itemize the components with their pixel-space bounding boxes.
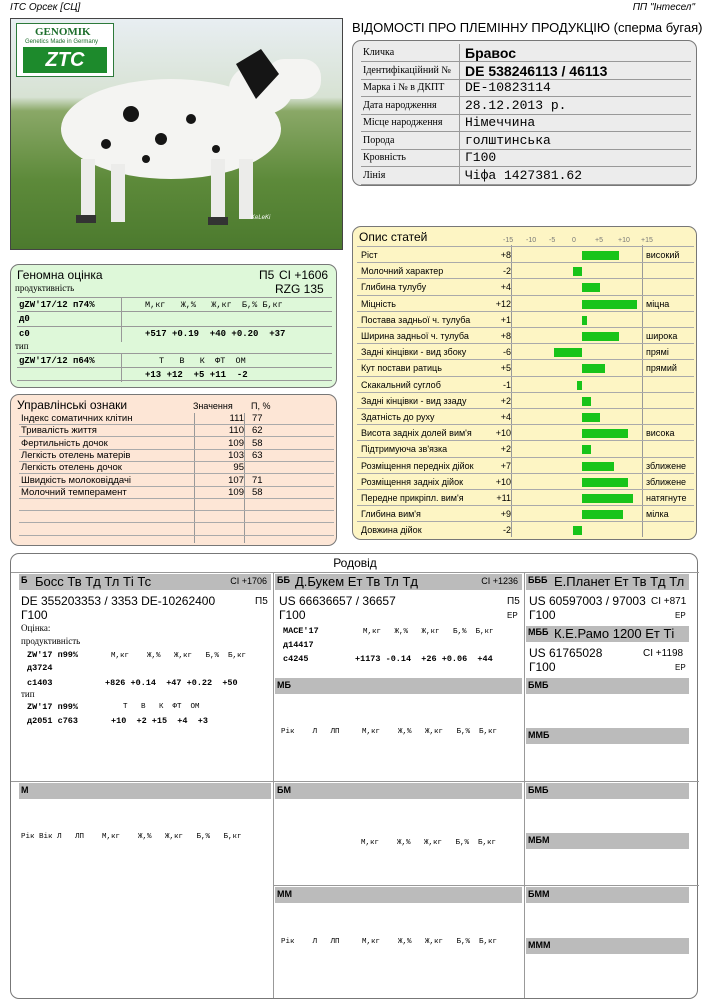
trait-value: +11	[496, 493, 511, 503]
management-row	[19, 450, 334, 462]
logo-tagline: Genetics Made in Germany	[25, 39, 99, 45]
trait-name: Розміщення передніх дійок	[361, 460, 474, 471]
trait-word: прямий	[646, 363, 677, 374]
trait-value: +9	[500, 509, 511, 520]
management-p: 58	[252, 486, 263, 498]
pedigree-bb-tag: ББ	[277, 575, 290, 585]
trait-value: +8	[500, 250, 511, 260]
info-label: Кличка	[361, 44, 460, 62]
info-value: Чіфа 1427381.62	[465, 167, 583, 183]
pedigree-mm-bar	[275, 887, 522, 903]
pedigree-bb-l3: с4245	[283, 654, 309, 664]
pedigree-mbb-ci: CI +1198	[643, 648, 684, 659]
pedigree-b-l5: д2051 с763	[27, 716, 79, 726]
trait-row	[357, 505, 694, 521]
trait-bar	[582, 332, 619, 341]
header-right: ПП "Інтесел"	[632, 2, 695, 13]
trait-value: +5	[500, 363, 511, 374]
pedigree-b-p: П5	[255, 596, 268, 607]
info-label: Дата народження	[361, 97, 460, 115]
page-title: ВІДОМОСТІ ПРО ПЛЕМІННУ ПРОДУКЦІЮ (сперма бугая)	[352, 20, 703, 35]
management-p: 63	[252, 449, 263, 461]
traits-scale-tick: -5	[549, 237, 556, 244]
management-name: Молочний темперамент	[21, 486, 127, 498]
pedigree-bmm-tag: БММ	[528, 889, 550, 899]
pedigree-bb-l2: д14417	[283, 640, 314, 650]
management-value: 110	[228, 425, 244, 437]
genomic-row5-vals: +13 +12 +5 +11 -2	[145, 370, 248, 380]
pedigree-mmb-tag: ММБ	[528, 730, 550, 740]
pedigree-bb-p: П5	[507, 596, 520, 607]
management-value: 109	[228, 437, 244, 449]
pedigree-b-blood: Г100	[21, 608, 48, 622]
trait-row	[357, 408, 694, 424]
trait-name: Здатність до руху	[361, 412, 435, 422]
genomic-p: П5	[259, 268, 275, 282]
pedigree-b-tag: Б	[21, 575, 28, 585]
trait-bar	[582, 478, 628, 487]
management-col-p: П, %	[251, 401, 271, 411]
pedigree-mbb-ep: ЕР	[675, 663, 686, 672]
info-label: Місце народження	[361, 114, 460, 132]
management-value: 107	[228, 474, 244, 486]
trait-word: високий	[646, 250, 680, 260]
info-value: DE 538246113 / 46113	[465, 62, 608, 79]
trait-row	[357, 295, 694, 311]
info-label: Ідентифікаційний №	[361, 62, 460, 80]
trait-word: натягнуте	[646, 493, 687, 503]
info-row	[361, 79, 691, 97]
management-name: Тривалість життя	[21, 425, 97, 437]
pedigree-m-bar	[19, 783, 271, 799]
pedigree-bm-tag: БМ	[277, 785, 291, 795]
trait-name: Ріст	[361, 250, 378, 260]
genomic-row1-label: gZW'17/12 п74%	[19, 300, 95, 310]
genomic-row4-head: Т В К ФТ ОМ	[159, 356, 246, 366]
trait-bar	[582, 445, 591, 454]
trait-name: Задні кінцівки - вид ззаду	[361, 395, 467, 406]
genomic-tip: тип	[15, 341, 29, 351]
management-name: Швидкість молоковіддачі	[21, 474, 132, 486]
trait-row	[357, 343, 694, 359]
traits-scale-tick: +5	[595, 237, 603, 244]
management-name: Легкість отелень дочок	[21, 462, 122, 474]
pedigree-bb-h1: М,кг Ж,% Ж,кг Б,% Б,кг	[363, 628, 494, 636]
management-value: 111	[229, 413, 244, 424]
genomic-row4-label: gZW'17/12 п64%	[19, 356, 95, 366]
traits-scale-tick: -15	[503, 237, 514, 244]
trait-bar	[573, 526, 582, 535]
trait-bar	[582, 283, 600, 292]
info-row	[361, 44, 691, 62]
pedigree-mbb-blood: Г100	[529, 660, 556, 674]
traits-scale-tick: 0	[572, 237, 576, 244]
info-label: Порода	[361, 132, 460, 150]
management-name: Індекс соматичних клітин	[21, 413, 133, 424]
management-value: 109	[228, 486, 244, 498]
trait-word: зближене	[646, 476, 687, 487]
pedigree-b-ci: CI +1706	[230, 576, 267, 586]
trait-bar	[582, 251, 619, 260]
info-row	[361, 167, 691, 185]
management-p: 58	[252, 437, 263, 449]
pedigree-bbb-ci: CI +871	[651, 596, 687, 607]
management-row	[19, 475, 334, 487]
trait-name: Задні кінцівки - вид збоку	[361, 347, 467, 358]
pedigree-bmb-bar	[526, 678, 689, 694]
pedigree-mbb-tag: МББ	[528, 627, 549, 637]
trait-value: -1	[502, 379, 511, 390]
genomic-ci: CI +1606	[279, 268, 329, 282]
pedigree-panel	[10, 553, 698, 999]
info-row	[361, 149, 691, 167]
trait-row	[357, 359, 694, 375]
pedigree-bm-head: М,кг Ж,% Ж,кг Б,% Б,кг	[361, 839, 497, 847]
trait-row	[357, 521, 694, 537]
trait-name: Глибина тулубу	[361, 282, 427, 293]
pedigree-b-id: DE 355203353 / 3353 DE-10262400	[21, 594, 216, 608]
trait-name: Кут постави ратиць	[361, 363, 442, 374]
info-value: Бравос	[465, 45, 516, 61]
trait-bar	[582, 494, 633, 503]
trait-value: -2	[502, 266, 511, 277]
info-value: 28.12.2013 р.	[465, 97, 567, 113]
trait-row	[357, 262, 694, 278]
pedigree-bb-ep: ЕР	[507, 611, 518, 620]
trait-row	[357, 278, 694, 294]
pedigree-bmb-tag: БМБ	[528, 680, 549, 690]
pedigree-bbb-name: Е.Планет Ет Тв Тд Тл	[554, 574, 685, 589]
trait-row	[357, 327, 694, 343]
genomic-sub: продуктивність	[15, 283, 75, 293]
bull-photo	[10, 18, 343, 250]
traits-scale-tick: +15	[641, 237, 653, 244]
genomic-table-2	[17, 353, 332, 381]
info-value: голштинська	[465, 132, 551, 148]
pedigree-m-head: Рік Вік Л ЛП М,кг Ж,% Ж,кг Б,% Б,кг	[21, 833, 242, 841]
trait-name: Підтримуюча зв'язка	[361, 444, 448, 455]
management-p: 77	[252, 413, 263, 424]
trait-name: Постава задньої ч. тулуба	[361, 314, 471, 325]
trait-bar	[582, 316, 587, 325]
genomic-panel	[10, 264, 337, 388]
trait-row	[357, 489, 694, 505]
pedigree-b-h1: М,кг Ж,% Ж,кг Б,% Б,кг	[111, 652, 247, 660]
logo-brand: GENOMIK	[35, 26, 91, 38]
pedigree-b-h4: Т В К ФТ ОМ	[123, 703, 200, 711]
management-row	[19, 487, 334, 499]
pedigree-mb-bar	[275, 678, 522, 694]
trait-name: Скакальний суглоб	[361, 379, 441, 390]
logo-mark: ZTC	[23, 47, 107, 73]
pedigree-b-tip: тип	[21, 689, 35, 699]
pedigree-mmb-bar	[526, 728, 689, 744]
trait-bar	[582, 397, 591, 406]
header-left: ІТС Орсек [СЦ]	[10, 2, 81, 13]
trait-row	[357, 246, 694, 262]
info-row	[361, 114, 691, 132]
pedigree-bb-name: Д.Букем Ет Тв Тл Тд	[295, 574, 418, 589]
trait-name: Передне прикріпл. вим'я	[361, 493, 464, 503]
management-panel	[10, 394, 337, 546]
management-value: 103	[228, 449, 244, 461]
trait-word: мілка	[646, 509, 669, 520]
trait-name: Висота задніх долей вим'я	[361, 428, 472, 439]
pedigree-bb-ci: CI +1236	[481, 576, 518, 586]
pedigree-b-prod: продуктивність	[21, 636, 81, 646]
pedigree-mbm-tag: МБМ	[528, 835, 550, 845]
trait-word: міцна	[646, 298, 670, 309]
traits-panel	[352, 226, 697, 540]
genomik-logo	[16, 23, 114, 77]
info-row	[361, 62, 691, 80]
pedigree-b-bar	[19, 574, 271, 590]
trait-value: +10	[495, 428, 511, 439]
pedigree-bb-l1: MACE'17	[283, 626, 319, 636]
pedigree-m-tag: М	[21, 785, 29, 795]
pedigree-b-v3: +826 +0.14 +47 +0.22 +50	[105, 678, 238, 688]
management-name: Фертильність дочок	[21, 437, 108, 449]
trait-value: +2	[500, 444, 511, 455]
trait-word: широка	[646, 331, 678, 341]
trait-value: +7	[500, 460, 511, 471]
pedigree-b-l3: с1403	[27, 678, 53, 688]
management-row	[19, 438, 334, 450]
trait-name: Довжина дійок	[361, 525, 422, 536]
management-row	[19, 425, 334, 437]
info-value: DE-10823114	[465, 80, 551, 95]
info-value: Німеччина	[465, 115, 536, 130]
management-row	[19, 511, 334, 523]
genomic-row1-head: М,кг Ж,% Ж,кг Б,% Б,кг	[145, 300, 283, 310]
trait-value: -2	[502, 525, 511, 536]
genomic-table-1	[17, 297, 332, 341]
trait-row	[357, 457, 694, 473]
pedigree-b-name: Босс Тв Тд Тл Ті Тс	[35, 574, 152, 589]
pedigree-bbb-ep: ЕР	[675, 611, 686, 620]
pedigree-b-l1: ZW'17 п99%	[27, 650, 79, 660]
trait-bar	[554, 348, 582, 357]
traits-scale-tick: -10	[526, 237, 537, 244]
pedigree-bb-bar	[275, 574, 522, 590]
genomic-row3-vals: +517 +0.19 +40 +0.20 +37	[145, 329, 286, 339]
genomic-rzg: RZG 135	[275, 282, 324, 296]
pedigree-mb-head: Рік Л ЛП М,кг Ж,% Ж,кг Б,% Б,кг	[281, 728, 498, 736]
pedigree-bbb-blood: Г100	[529, 608, 556, 622]
pedigree-b-l4: ZW'17 п99%	[27, 702, 79, 712]
pedigree-b-v5: +10 +2 +15 +4 +3	[111, 716, 208, 726]
info-row	[361, 97, 691, 115]
genomic-title: Геномна оцінка	[17, 268, 103, 282]
genomic-row2-label: д0	[19, 314, 30, 324]
pedigree-bmb2-bar	[526, 783, 689, 799]
trait-name: Ширина задньої ч. тулуба	[361, 331, 469, 341]
pedigree-mm-tag: ММ	[277, 889, 292, 899]
trait-bar	[582, 510, 623, 519]
management-p: 71	[252, 474, 263, 486]
pedigree-bb-blood: Г100	[279, 608, 306, 622]
trait-bar	[582, 413, 600, 422]
pedigree-mbb-name: К.Е.Рамо 1200 Ет Ті	[554, 626, 675, 641]
trait-word: зближене	[646, 460, 687, 471]
pedigree-bbb-id: US 60597003 / 97003	[529, 594, 646, 608]
pedigree-bm-bar	[275, 783, 522, 799]
pedigree-mb-tag: МБ	[277, 680, 291, 690]
pedigree-bb-id: US 66636657 / 36657	[279, 594, 396, 608]
management-name: Легкість отелень матерів	[21, 449, 131, 461]
trait-row	[357, 424, 694, 440]
trait-row	[357, 311, 694, 327]
trait-bar	[582, 462, 614, 471]
traits-scale-tick: +10	[618, 237, 630, 244]
trait-row	[357, 473, 694, 489]
pedigree-mbb-id: US 61765028	[529, 646, 603, 660]
trait-value: +12	[495, 298, 511, 309]
trait-bar	[582, 300, 637, 309]
info-label: Кровність	[361, 149, 460, 167]
trait-word: висока	[646, 428, 675, 439]
pedigree-bmm-bar	[526, 887, 689, 903]
trait-value: -6	[502, 347, 511, 358]
management-title: Управлінські ознаки	[17, 398, 128, 412]
management-row	[19, 462, 334, 474]
trait-name: Глибина вим'я	[361, 509, 421, 520]
trait-bar	[582, 429, 628, 438]
trait-bar	[577, 381, 582, 390]
pedigree-title: Родовід	[333, 556, 377, 570]
trait-name: Розміщення задніх дійок	[361, 476, 464, 487]
trait-value: +10	[495, 476, 511, 487]
trait-value: +1	[500, 314, 511, 325]
pedigree-b-ocinka: Оцінка:	[21, 623, 51, 633]
management-row	[19, 499, 334, 511]
trait-row	[357, 440, 694, 456]
management-row	[19, 413, 334, 425]
photo-credit: KeLeKi	[251, 215, 271, 221]
management-col-value: Значення	[193, 401, 233, 411]
info-label: Лінія	[361, 167, 460, 185]
management-p: 62	[252, 425, 263, 437]
trait-value: +8	[500, 331, 511, 341]
pedigree-mbb-bar	[526, 626, 689, 642]
pedigree-bmb2-tag: БМБ	[528, 785, 549, 795]
pedigree-mmm-bar	[526, 938, 689, 954]
trait-value: +4	[500, 282, 511, 293]
trait-name: Міцність	[361, 298, 396, 309]
trait-value: +4	[500, 412, 511, 422]
trait-name: Молочний характер	[361, 266, 444, 277]
info-label: Марка і № в ДКПТ	[361, 79, 460, 97]
pedigree-bb-v3: +1173 -0.14 +26 +0.06 +44	[355, 654, 493, 664]
pedigree-mmm-tag: МММ	[528, 940, 551, 950]
trait-row	[357, 392, 694, 408]
trait-value: +2	[500, 395, 511, 406]
info-value: Г100	[465, 150, 497, 165]
info-row	[361, 132, 691, 150]
trait-word: прямі	[646, 347, 669, 358]
pedigree-mm-head: Рік Л ЛП М,кг Ж,% Ж,кг Б,% Б,кг	[281, 938, 498, 946]
management-value: 95	[233, 462, 244, 474]
pedigree-mbm-bar	[526, 833, 689, 849]
pedigree-bbb-tag: БББ	[528, 575, 548, 585]
management-row	[19, 524, 334, 536]
traits-title: Опис статей	[359, 230, 428, 244]
trait-row	[357, 376, 694, 392]
pedigree-b-l2: д3724	[27, 663, 53, 673]
bull-info-panel	[352, 40, 697, 186]
pedigree-bbb-bar	[526, 574, 689, 590]
trait-bar	[582, 364, 605, 373]
genomic-row3-label: с0	[19, 329, 30, 339]
trait-bar	[573, 267, 582, 276]
